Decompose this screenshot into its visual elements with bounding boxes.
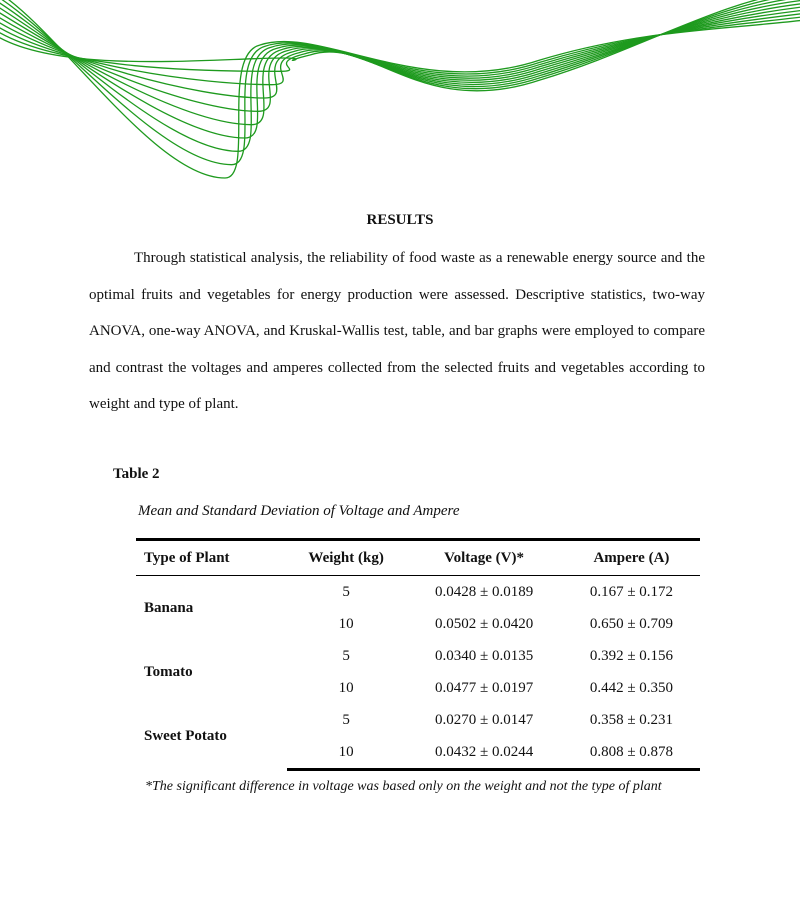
cell-ampere: 0.167 ± 0.172 [589,583,674,600]
cell-voltage: 0.0432 ± 0.0244 [405,736,563,770]
table-row [136,704,700,736]
cell-weight: 10 [338,615,354,632]
table-footnote: *The significant difference in voltage was based only on the weight and not the type of plant [145,779,662,794]
cell-ampere: 0.358 ± 0.231 [589,711,674,728]
cell-weight: 5 [342,647,350,664]
header-weight: Weight (kg) [287,540,405,576]
cell-voltage: 0.0502 ± 0.0420 [434,615,534,632]
cell-voltage: 0.0340 ± 0.0135 [434,647,534,664]
table-header-row [136,540,700,576]
wave-line [0,0,800,98]
plant-name-tomato: Tomato [144,663,193,680]
header-voltage: Voltage (V)* [405,540,563,576]
cell-weight: 5 [342,711,350,728]
header-ampere: Ampere (A) [563,540,700,576]
section-heading: RESULTS [366,212,434,228]
cell-ampere: 0.650 ± 0.709 [589,615,674,632]
table-row [136,576,700,609]
cell-ampere: 0.392 ± 0.156 [589,647,674,664]
decorative-wave-lines-icon [0,0,800,185]
cell-voltage: 0.0270 ± 0.0147 [434,711,534,728]
cell-ampere: 0.442 ± 0.350 [589,679,674,696]
cell-weight: 10 [287,736,405,770]
wave-line [0,0,800,165]
plant-name-banana: Banana [144,599,194,616]
table-caption: Mean and Standard Deviation of Voltage and Ampere [138,503,460,519]
cell-weight: 10 [338,679,354,696]
table-label: Table 2 [113,466,160,482]
table-row [136,640,700,672]
plant-name-sweet-potato: Sweet Potato [144,728,227,745]
cell-weight: 5 [342,583,350,600]
wave-line [0,0,800,89]
cell-voltage: 0.0477 ± 0.0197 [434,679,534,696]
results-paragraph-text: Through statistical analysis, the reliability of food waste as a renewable energy source and the optimal fruits and vegetables for energy production were assessed. Descriptive statistics, two-way ANOVA, one-way ANOVA, and Kruskal-Wallis test, table, and bar graphs were employed to compare and contrast the voltages and amperes collected from the selected fruits and vegetables according to weight and type of plant. [89,250,705,412]
results-paragraph [89,240,705,423]
results-table [136,538,700,771]
wave-line [0,3,800,111]
cell-ampere: 0.808 ± 0.878 [563,736,700,770]
wave-line [0,0,800,91]
header-type-of-plant: Type of Plant [136,540,287,576]
cell-voltage: 0.0428 ± 0.0189 [434,583,534,600]
